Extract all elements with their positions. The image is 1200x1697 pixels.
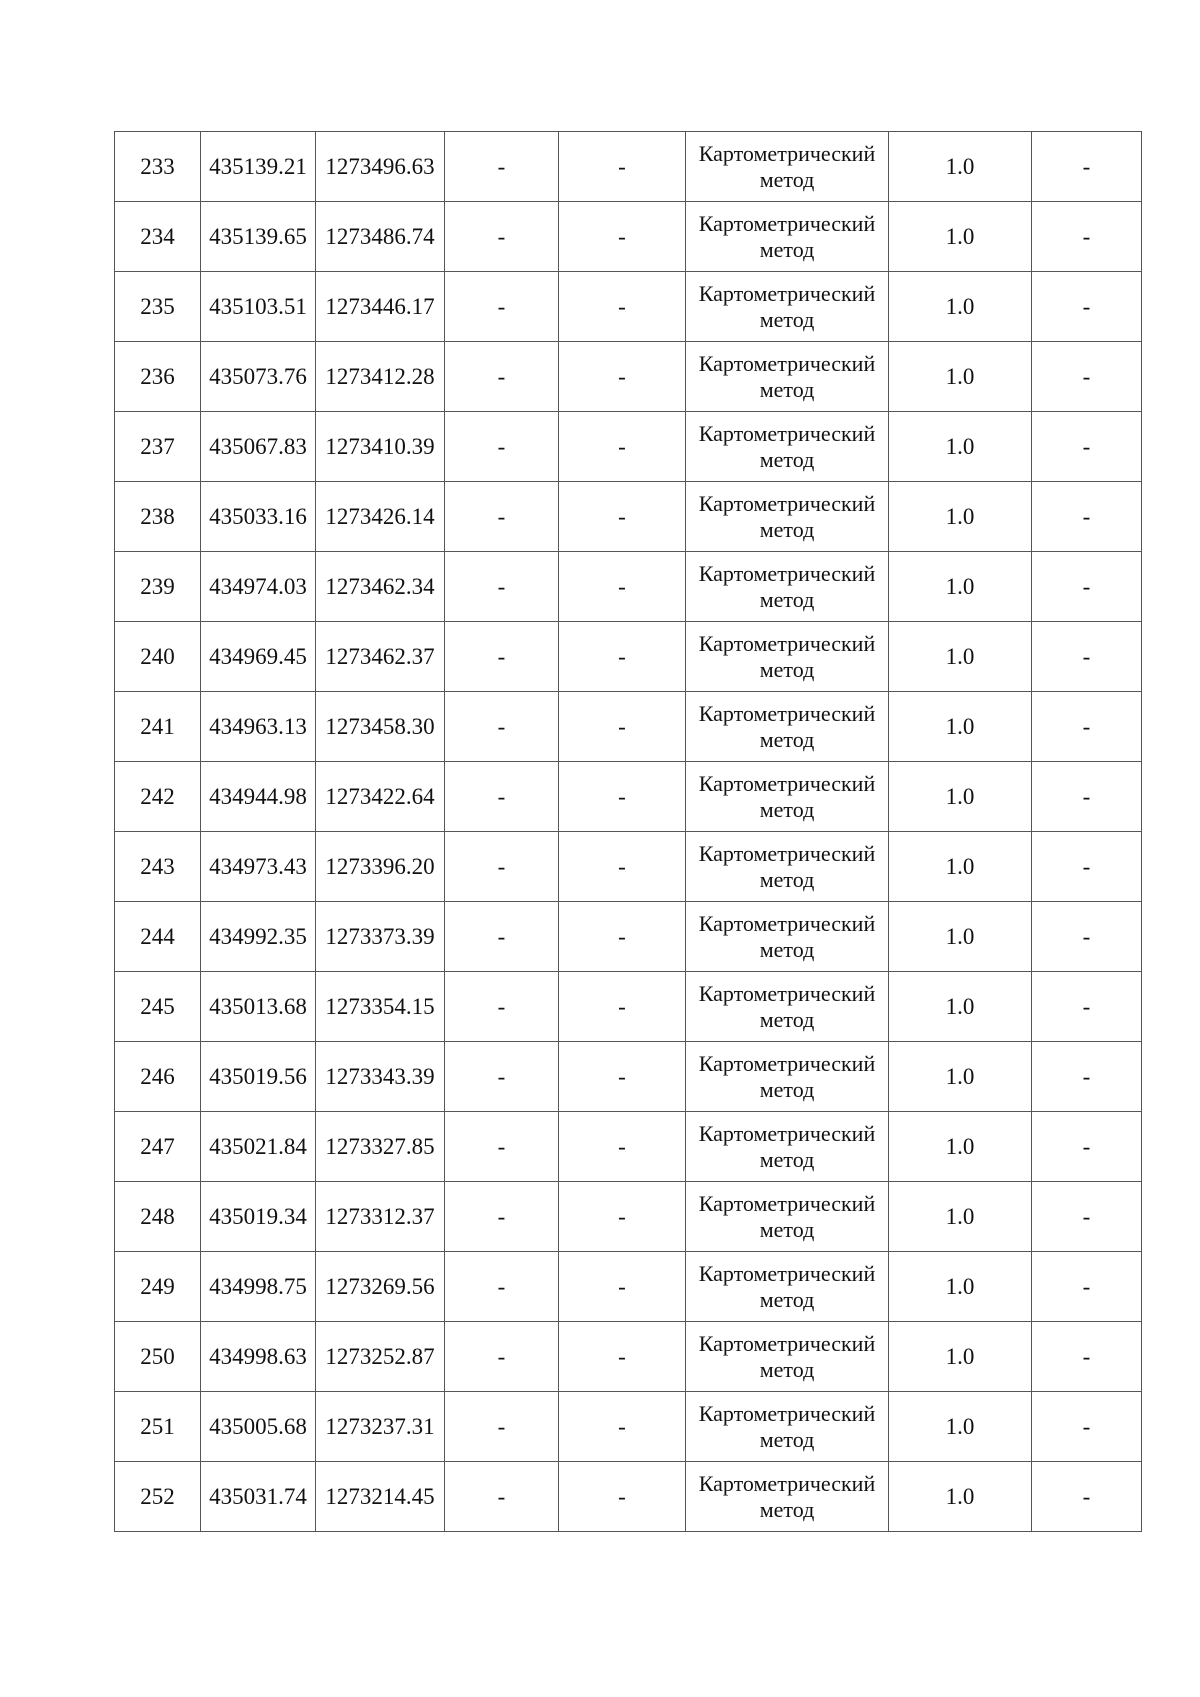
point-number-cell: 241 — [115, 692, 201, 762]
method-line-2: метод — [759, 726, 815, 752]
method-cell — [686, 692, 889, 762]
method-line-2: метод — [759, 236, 815, 262]
column-5-cell: - — [559, 1252, 686, 1322]
table-row — [115, 1252, 1142, 1322]
column-5-cell: - — [559, 902, 686, 972]
column-8-cell: - — [1032, 482, 1142, 552]
point-number-cell: 240 — [115, 622, 201, 692]
table-row — [115, 552, 1142, 622]
precision-cell: 1.0 — [889, 272, 1032, 342]
table-body — [115, 132, 1142, 1532]
column-4-cell: - — [445, 482, 559, 552]
x-coordinate-cell: 435031.74 — [201, 1462, 316, 1532]
column-4-cell: - — [445, 622, 559, 692]
table-row — [115, 342, 1142, 412]
point-number-cell: 247 — [115, 1112, 201, 1182]
method-line-1: Картометрический — [698, 420, 876, 446]
method-cell — [686, 1042, 889, 1112]
table-row — [115, 1322, 1142, 1392]
column-5-cell: - — [559, 1042, 686, 1112]
point-number-cell: 252 — [115, 1462, 201, 1532]
precision-cell: 1.0 — [889, 762, 1032, 832]
column-5-cell: - — [559, 762, 686, 832]
y-coordinate-cell: 1273373.39 — [316, 902, 445, 972]
column-5-cell: - — [559, 342, 686, 412]
precision-cell: 1.0 — [889, 1182, 1032, 1252]
x-coordinate-cell: 435103.51 — [201, 272, 316, 342]
column-8-cell: - — [1032, 972, 1142, 1042]
column-4-cell: - — [445, 1042, 559, 1112]
table-row — [115, 832, 1142, 902]
method-line-1: Картометрический — [698, 490, 876, 516]
method-line-2: метод — [759, 376, 815, 402]
table-row — [115, 972, 1142, 1042]
point-number-cell: 238 — [115, 482, 201, 552]
column-8-cell: - — [1032, 902, 1142, 972]
y-coordinate-cell: 1273327.85 — [316, 1112, 445, 1182]
method-line-1: Картометрический — [698, 910, 876, 936]
column-4-cell: - — [445, 202, 559, 272]
column-8-cell: - — [1032, 622, 1142, 692]
method-line-1: Картометрический — [698, 1050, 876, 1076]
point-number-cell: 251 — [115, 1392, 201, 1462]
table-row — [115, 132, 1142, 202]
method-line-2: метод — [759, 166, 815, 192]
column-4-cell: - — [445, 1182, 559, 1252]
point-number-cell: 245 — [115, 972, 201, 1042]
column-8-cell: - — [1032, 202, 1142, 272]
column-5-cell: - — [559, 1392, 686, 1462]
column-4-cell: - — [445, 692, 559, 762]
precision-cell: 1.0 — [889, 1112, 1032, 1182]
column-5-cell: - — [559, 692, 686, 762]
x-coordinate-cell: 434974.03 — [201, 552, 316, 622]
column-8-cell: - — [1032, 272, 1142, 342]
method-line-2: метод — [759, 516, 815, 542]
method-cell — [686, 622, 889, 692]
column-8-cell: - — [1032, 1322, 1142, 1392]
column-8-cell: - — [1032, 412, 1142, 482]
point-number-cell: 237 — [115, 412, 201, 482]
precision-cell: 1.0 — [889, 972, 1032, 1042]
method-cell — [686, 1392, 889, 1462]
column-8-cell: - — [1032, 552, 1142, 622]
precision-cell: 1.0 — [889, 1042, 1032, 1112]
column-4-cell: - — [445, 1252, 559, 1322]
y-coordinate-cell: 1273458.30 — [316, 692, 445, 762]
precision-cell: 1.0 — [889, 902, 1032, 972]
x-coordinate-cell: 434998.63 — [201, 1322, 316, 1392]
method-line-1: Картометрический — [698, 350, 876, 376]
y-coordinate-cell: 1273312.37 — [316, 1182, 445, 1252]
point-number-cell: 233 — [115, 132, 201, 202]
method-line-1: Картометрический — [698, 1330, 876, 1356]
y-coordinate-cell: 1273354.15 — [316, 972, 445, 1042]
point-number-cell: 239 — [115, 552, 201, 622]
precision-cell: 1.0 — [889, 832, 1032, 902]
method-line-2: метод — [759, 866, 815, 892]
x-coordinate-cell: 435073.76 — [201, 342, 316, 412]
y-coordinate-cell: 1273486.74 — [316, 202, 445, 272]
precision-cell: 1.0 — [889, 1322, 1032, 1392]
table-row — [115, 622, 1142, 692]
method-line-2: метод — [759, 306, 815, 332]
method-line-2: метод — [759, 446, 815, 472]
method-line-2: метод — [759, 796, 815, 822]
column-5-cell: - — [559, 1322, 686, 1392]
method-cell — [686, 1322, 889, 1392]
precision-cell: 1.0 — [889, 132, 1032, 202]
method-line-1: Картометрический — [698, 1190, 876, 1216]
x-coordinate-cell: 434998.75 — [201, 1252, 316, 1322]
method-line-2: метод — [759, 656, 815, 682]
method-cell — [686, 132, 889, 202]
point-number-cell: 246 — [115, 1042, 201, 1112]
x-coordinate-cell: 435033.16 — [201, 482, 316, 552]
table-row — [115, 1462, 1142, 1532]
table-row — [115, 1042, 1142, 1112]
method-cell — [686, 412, 889, 482]
column-4-cell: - — [445, 1322, 559, 1392]
y-coordinate-cell: 1273422.64 — [316, 762, 445, 832]
precision-cell: 1.0 — [889, 692, 1032, 762]
y-coordinate-cell: 1273214.45 — [316, 1462, 445, 1532]
method-cell — [686, 1462, 889, 1532]
point-number-cell: 236 — [115, 342, 201, 412]
precision-cell: 1.0 — [889, 622, 1032, 692]
method-line-1: Картометрический — [698, 770, 876, 796]
column-4-cell: - — [445, 412, 559, 482]
method-line-2: метод — [759, 936, 815, 962]
method-line-2: метод — [759, 586, 815, 612]
x-coordinate-cell: 434963.13 — [201, 692, 316, 762]
column-5-cell: - — [559, 622, 686, 692]
column-8-cell: - — [1032, 1392, 1142, 1462]
y-coordinate-cell: 1273496.63 — [316, 132, 445, 202]
x-coordinate-cell: 435139.21 — [201, 132, 316, 202]
x-coordinate-cell: 434973.43 — [201, 832, 316, 902]
column-8-cell: - — [1032, 1182, 1142, 1252]
method-cell — [686, 1182, 889, 1252]
precision-cell: 1.0 — [889, 412, 1032, 482]
column-8-cell: - — [1032, 1112, 1142, 1182]
table-row — [115, 482, 1142, 552]
method-line-1: Картометрический — [698, 1120, 876, 1146]
point-number-cell: 250 — [115, 1322, 201, 1392]
x-coordinate-cell: 435139.65 — [201, 202, 316, 272]
method-line-2: метод — [759, 1146, 815, 1172]
precision-cell: 1.0 — [889, 342, 1032, 412]
method-line-1: Картометрический — [698, 840, 876, 866]
method-line-2: метод — [759, 1216, 815, 1242]
y-coordinate-cell: 1273269.56 — [316, 1252, 445, 1322]
table-row — [115, 1112, 1142, 1182]
column-8-cell: - — [1032, 1252, 1142, 1322]
precision-cell: 1.0 — [889, 202, 1032, 272]
column-4-cell: - — [445, 342, 559, 412]
column-8-cell: - — [1032, 1462, 1142, 1532]
precision-cell: 1.0 — [889, 482, 1032, 552]
method-cell — [686, 1112, 889, 1182]
column-4-cell: - — [445, 272, 559, 342]
y-coordinate-cell: 1273462.37 — [316, 622, 445, 692]
column-4-cell: - — [445, 902, 559, 972]
y-coordinate-cell: 1273237.31 — [316, 1392, 445, 1462]
column-5-cell: - — [559, 202, 686, 272]
method-cell — [686, 202, 889, 272]
y-coordinate-cell: 1273412.28 — [316, 342, 445, 412]
y-coordinate-cell: 1273343.39 — [316, 1042, 445, 1112]
column-8-cell: - — [1032, 342, 1142, 412]
method-cell — [686, 902, 889, 972]
column-4-cell: - — [445, 1112, 559, 1182]
column-8-cell: - — [1032, 132, 1142, 202]
column-5-cell: - — [559, 272, 686, 342]
point-number-cell: 249 — [115, 1252, 201, 1322]
x-coordinate-cell: 434969.45 — [201, 622, 316, 692]
table-row — [115, 412, 1142, 482]
point-number-cell: 243 — [115, 832, 201, 902]
point-number-cell: 235 — [115, 272, 201, 342]
column-5-cell: - — [559, 1112, 686, 1182]
method-cell — [686, 832, 889, 902]
column-4-cell: - — [445, 1392, 559, 1462]
point-number-cell: 242 — [115, 762, 201, 832]
y-coordinate-cell: 1273410.39 — [316, 412, 445, 482]
column-4-cell: - — [445, 1462, 559, 1532]
method-line-1: Картометрический — [698, 1260, 876, 1286]
column-5-cell: - — [559, 972, 686, 1042]
method-line-1: Картометрический — [698, 980, 876, 1006]
x-coordinate-cell: 434992.35 — [201, 902, 316, 972]
column-5-cell: - — [559, 832, 686, 902]
precision-cell: 1.0 — [889, 1252, 1032, 1322]
x-coordinate-cell: 435005.68 — [201, 1392, 316, 1462]
table-row — [115, 1182, 1142, 1252]
table-row — [115, 272, 1142, 342]
method-line-2: метод — [759, 1356, 815, 1382]
column-5-cell: - — [559, 412, 686, 482]
column-5-cell: - — [559, 132, 686, 202]
x-coordinate-cell: 435013.68 — [201, 972, 316, 1042]
precision-cell: 1.0 — [889, 1392, 1032, 1462]
method-line-1: Картометрический — [698, 560, 876, 586]
method-cell — [686, 552, 889, 622]
coordinates-table — [114, 131, 1142, 1532]
x-coordinate-cell: 435067.83 — [201, 412, 316, 482]
method-line-1: Картометрический — [698, 210, 876, 236]
column-8-cell: - — [1032, 832, 1142, 902]
method-cell — [686, 482, 889, 552]
method-line-2: метод — [759, 1286, 815, 1312]
method-cell — [686, 972, 889, 1042]
x-coordinate-cell: 435019.56 — [201, 1042, 316, 1112]
method-cell — [686, 762, 889, 832]
precision-cell: 1.0 — [889, 552, 1032, 622]
table-row — [115, 902, 1142, 972]
column-4-cell: - — [445, 552, 559, 622]
method-line-1: Картометрический — [698, 1400, 876, 1426]
table-row — [115, 692, 1142, 762]
x-coordinate-cell: 435021.84 — [201, 1112, 316, 1182]
point-number-cell: 248 — [115, 1182, 201, 1252]
column-4-cell: - — [445, 832, 559, 902]
y-coordinate-cell: 1273252.87 — [316, 1322, 445, 1392]
method-cell — [686, 1252, 889, 1322]
column-8-cell: - — [1032, 762, 1142, 832]
y-coordinate-cell: 1273426.14 — [316, 482, 445, 552]
method-line-1: Картометрический — [698, 140, 876, 166]
point-number-cell: 244 — [115, 902, 201, 972]
y-coordinate-cell: 1273462.34 — [316, 552, 445, 622]
table-row — [115, 202, 1142, 272]
method-cell — [686, 272, 889, 342]
column-8-cell: - — [1032, 692, 1142, 762]
column-4-cell: - — [445, 762, 559, 832]
x-coordinate-cell: 434944.98 — [201, 762, 316, 832]
column-4-cell: - — [445, 972, 559, 1042]
method-line-1: Картометрический — [698, 630, 876, 656]
method-cell — [686, 342, 889, 412]
method-line-1: Картометрический — [698, 280, 876, 306]
x-coordinate-cell: 435019.34 — [201, 1182, 316, 1252]
point-number-cell: 234 — [115, 202, 201, 272]
method-line-1: Картометрический — [698, 1470, 876, 1496]
column-5-cell: - — [559, 1182, 686, 1252]
column-5-cell: - — [559, 482, 686, 552]
method-line-2: метод — [759, 1496, 815, 1522]
column-5-cell: - — [559, 1462, 686, 1532]
y-coordinate-cell: 1273396.20 — [316, 832, 445, 902]
column-5-cell: - — [559, 552, 686, 622]
y-coordinate-cell: 1273446.17 — [316, 272, 445, 342]
table-row — [115, 762, 1142, 832]
precision-cell: 1.0 — [889, 1462, 1032, 1532]
column-8-cell: - — [1032, 1042, 1142, 1112]
table-row — [115, 1392, 1142, 1462]
column-4-cell: - — [445, 132, 559, 202]
method-line-1: Картометрический — [698, 700, 876, 726]
method-line-2: метод — [759, 1426, 815, 1452]
method-line-2: метод — [759, 1076, 815, 1102]
method-line-2: метод — [759, 1006, 815, 1032]
